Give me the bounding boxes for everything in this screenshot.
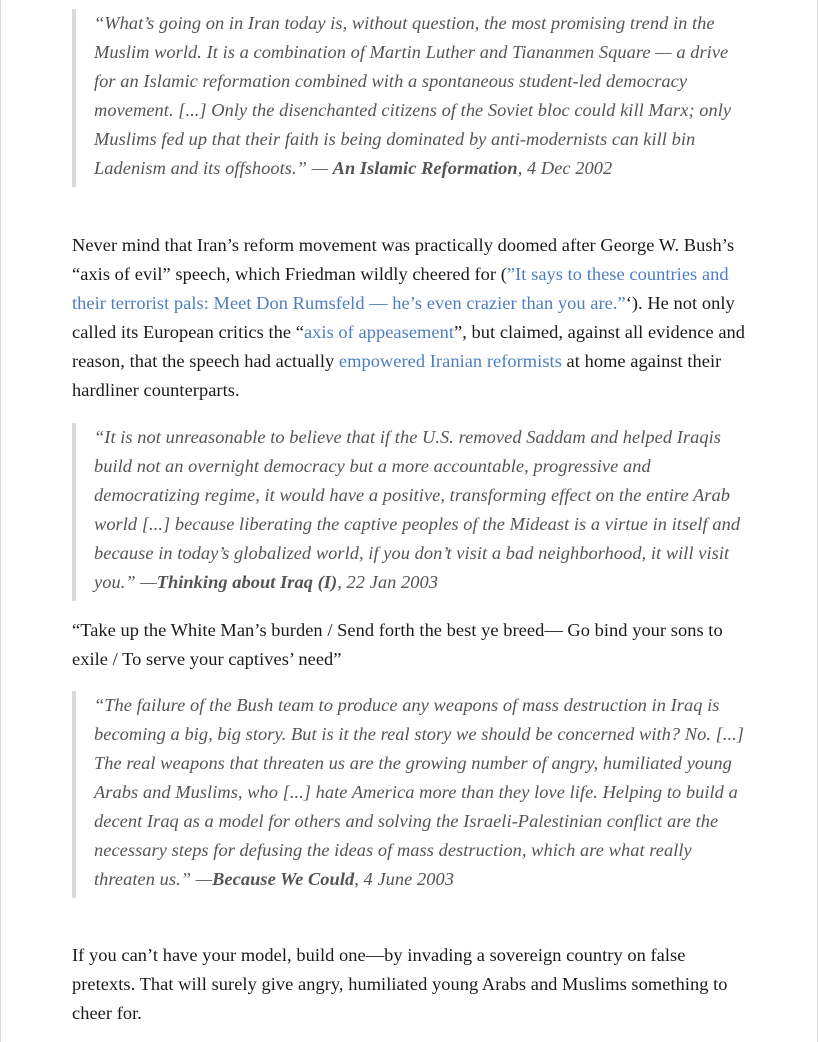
link-empowered-iranian-reformists[interactable]: empowered Iranian reformists xyxy=(338,351,562,371)
quote-text: “What’s going on in Iran today is, without question, the most promising trend in the Muslim world. It is a combination of Martin Luther and Tiananmen Square — a drive for an Islamic reformation combined with a spontaneous student-led democracy movement. [...] Only the disenchanted citizens of the Soviet bloc could kill Marx; only Muslims fed up that their faith is being dominated by anti-modernists can kill bin Ladenism and its offshoots.” — xyxy=(94,13,732,178)
quote-source-title: Thinking about Iraq (I) xyxy=(156,572,338,592)
quote-source-title: An Islamic Reformation xyxy=(332,158,518,178)
quote-date: , 4 Dec 2002 xyxy=(517,158,613,178)
quote-date: , 4 June 2003 xyxy=(354,869,454,889)
blockquote-islamic-reformation xyxy=(72,9,752,187)
paragraph-text: at home against their hardliner counterparts. xyxy=(72,351,722,400)
link-rumsfeld-quote[interactable]: ”It says to these countries and their terrorist pals: Meet Don Rumsfeld — he’s even crazier than you are.” xyxy=(72,264,729,313)
quote-source-title: Because We Could xyxy=(212,869,355,889)
blockquote-thinking-about-iraq xyxy=(72,423,752,601)
paragraph-white-mans-burden: “Take up the White Man’s burden / Send forth the best ye breed— Go bind your sons to exile / To serve your captives’ need” xyxy=(72,620,723,669)
quote-text: “The failure of the Bush team to produce any weapons of mass destruction in Iraq is becoming a big, big story. But is it the real story we should be concerned with? No. [...] The real weapons that threaten us are the growing number of angry, humiliated young Arabs and Muslims, who [...] hate America more than they love life. Helping to build a decent Iraq as a model for others and solving the Israeli-Palestinian conflict are the necessary steps for defusing the ideas of mass destruction, which are what really threaten us.” — xyxy=(94,695,744,889)
paragraph-axis-of-evil xyxy=(72,231,752,405)
blockquote-because-we-could xyxy=(72,691,752,898)
paragraph-conclusion: If you can’t have your model, build one—by invading a sovereign country on false pretexts. That will surely give angry, humiliated young Arabs and Muslims something to cheer for. xyxy=(72,945,728,1023)
paragraph-text: Never mind that Iran’s reform movement was practically doomed after George W. Bush’s “axis of evil” speech, which Friedman wildly cheered for ( xyxy=(72,235,735,284)
link-axis-of-appeasement[interactable]: axis of appeasement xyxy=(303,322,455,342)
quote-text: “It is not unreasonable to believe that if the U.S. removed Saddam and helped Iraqis build not an overnight democracy but a more accountable, progressive and democratizing regime, it would have a positive, transforming effect on the entire Arab world [...] because liberating the captive peoples of the Mideast is a virtue in itself and because in today’s globalized world, if you don’t visit a bad neighborhood, it will visit you.” — xyxy=(94,427,741,592)
quote-date: , 22 Jan 2003 xyxy=(337,572,438,592)
paragraph-text: ‘). He not only called its European critics the “ xyxy=(72,293,735,342)
paragraph-text: ”, but claimed, against all evidence and reason, that the speech had actually xyxy=(72,322,746,371)
